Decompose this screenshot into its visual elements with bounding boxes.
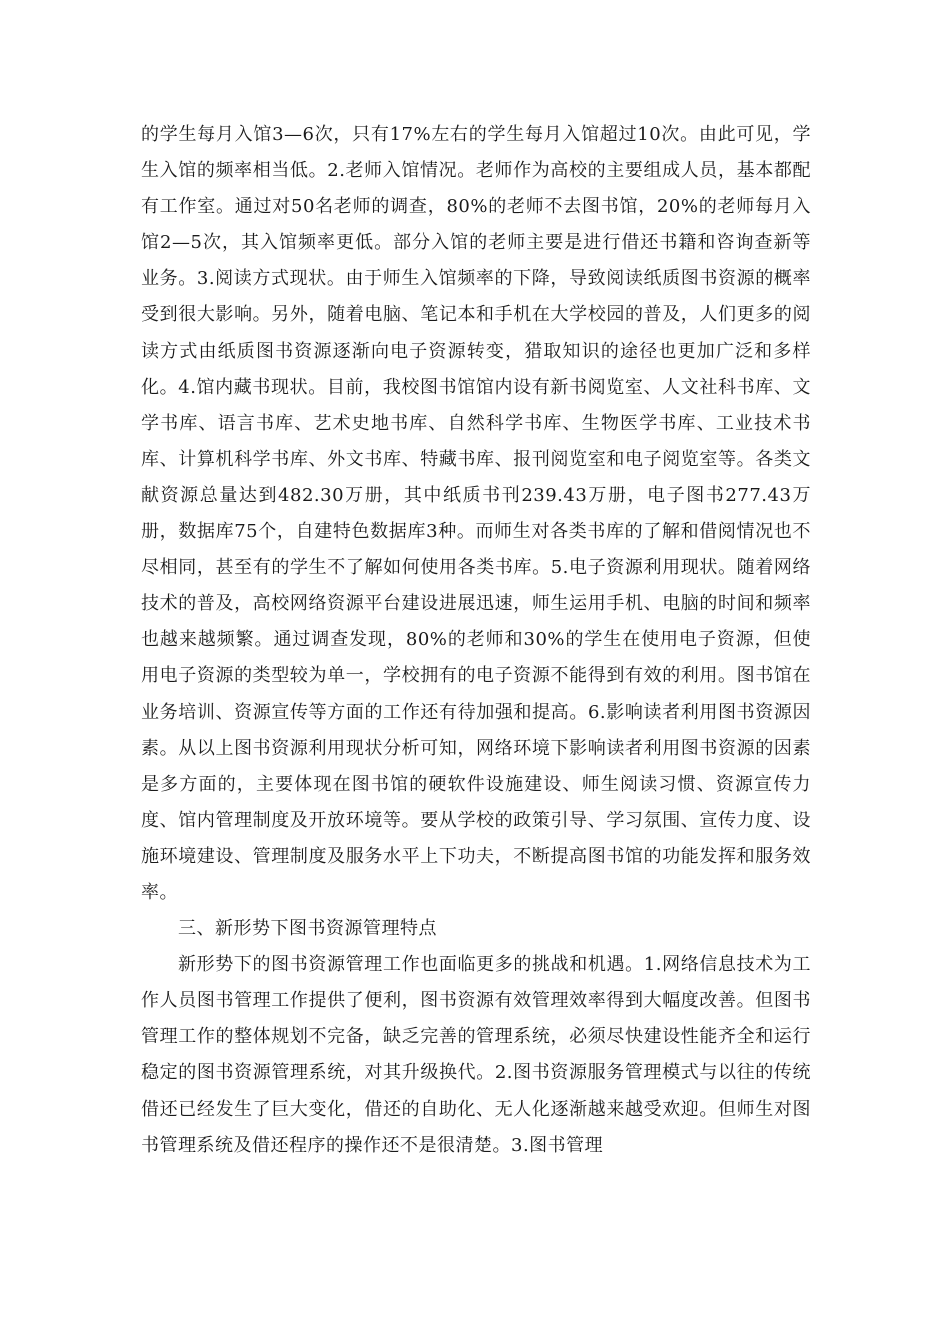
body-paragraph: 新形势下的图书资源管理工作也面临更多的挑战和机遇。1.网络信息技术为工作人员图书管理工作提供了便利，图书资源有效管理效率得到大幅度改善。但图书管理工作的整体规划不完备，缺乏完善的管理系统，必须尽快建设性能齐全和运行稳定的图书资源管理系统，对其升级换代。2.图书资源服务管理模式与以往的传统借还已经发生了巨大变化，借还的自助化、无人化逐渐越来越受欢迎。但师生对图书管理系统及借还程序的操作还不是很清楚。3.图书管理 [141,954,811,1156]
body-paragraph-continued: 的学生每月入馆3—6次，只有17%左右的学生每月入馆超过10次。由此可见，学生入馆的频率相当低。2.老师入馆情况。老师作为高校的主要组成人员，基本都配有工作室。通过对50名老师的调查，80%的老师不去图书馆，20%的老师每月入馆2—5次，其入馆频率更低。部分入馆的老师主要是进行借还书籍和咨询查新等业务。3.阅读方式现状。由于师生入馆频率的下降，导致阅读纸质图书资源的概率受到很大影响。另外，随着电脑、笔记本和手机在大学校园的普及，人们更多的阅读方式由纸质图书资源逐渐向电子资源转变，猎取知识的途径也更加广泛和多样化。4.馆内藏书现状。目前，我校图书馆馆内设有新书阅览室、人文社科书库、文学书库、语言书库、艺术史地书库、自然科学书库、生物医学书库、工业技术书库、计算机科学书库、外文书库、特藏书库、报刊阅览室和电子阅览室等。各类文献资源总量达到482.30万册，其中纸质书刊239.43万册，电子图书277.43万册，数据库75个，自建特色数据库3种。而师生对各类书库的了解和借阅情况也不尽相同，甚至有的学生不了解如何使用各类书库。5.电子资源利用现状。随着网络技术的普及，高校网络资源平台建设进展迅速，师生运用手机、电脑的时间和频率也越来越频繁。通过调查发现，80%的老师和30%的学生在使用电子资源，但使用电子资源的类型较为单一，学校拥有的电子资源不能得到有效的利用。图书馆在业务培训、资源宣传等方面的工作还有待加强和提高。6.影响读者利用图书资源因素。从以上图书资源利用现状分析可知，网络环境下影响读者利用图书资源的因素是多方面的，主要体现在图书馆的硬软件设施建设、师生阅读习惯、资源宣传力度、馆内管理制度及开放环境等。要从学校的政策引导、学习氛围、宣传力度、设施环境建设、管理制度及服务水平上下功夫，不断提高图书馆的功能发挥和服务效率。 [141,124,811,903]
document-body [141,117,811,1164]
section-heading-3: 三、新形势下图书资源管理特点 [178,918,437,940]
